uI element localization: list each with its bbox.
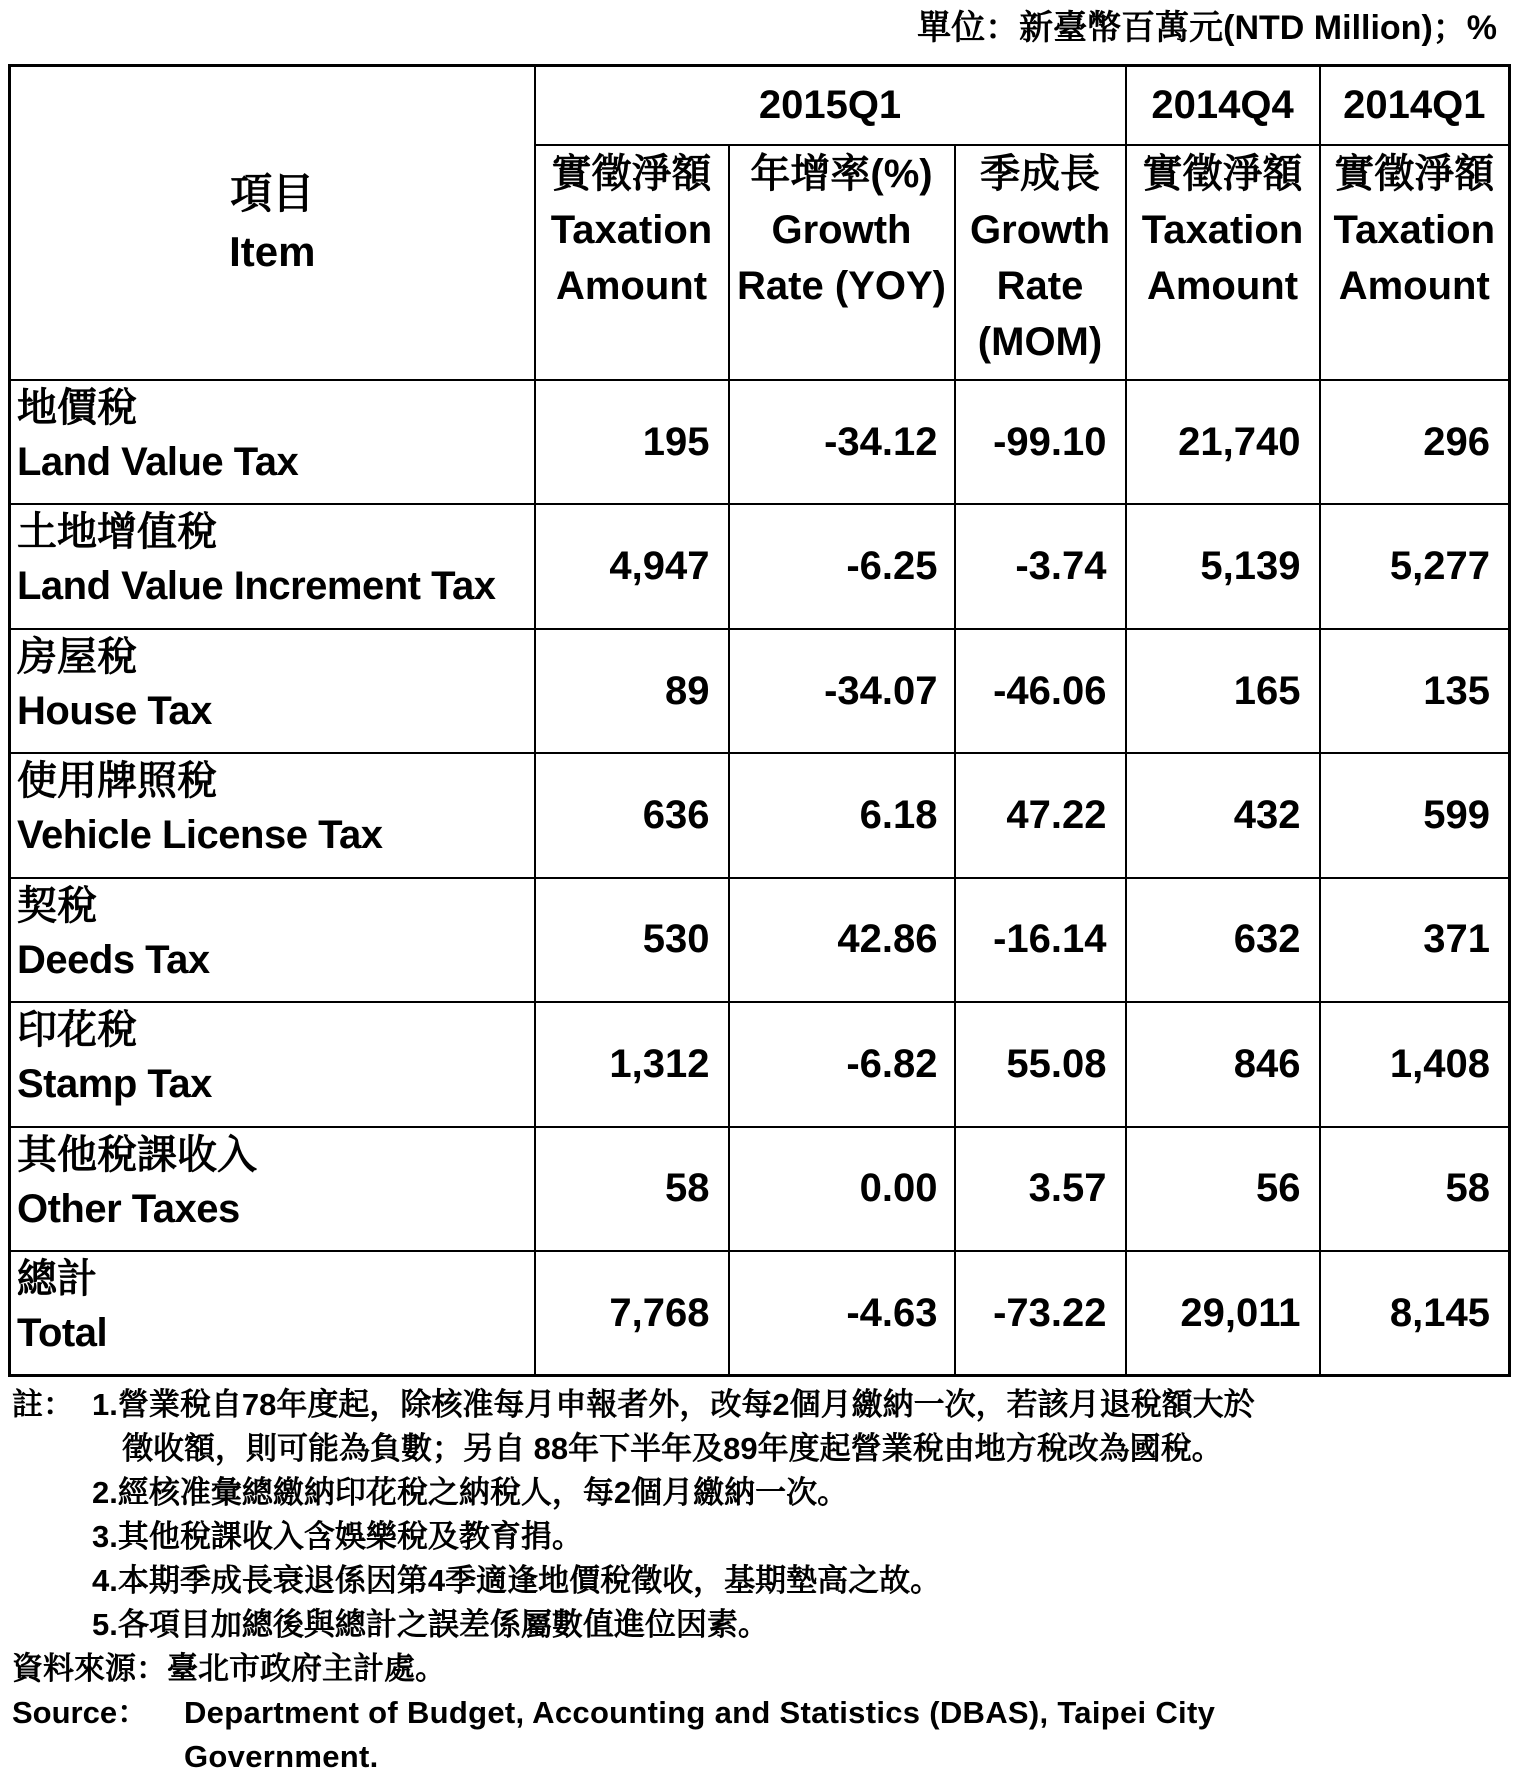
row-label <box>10 629 535 753</box>
header-item <box>10 66 535 381</box>
table-row <box>10 878 1510 1002</box>
row-label <box>10 1251 535 1375</box>
row-label-en: Land Value Increment Tax <box>17 564 496 609</box>
header-period-2014q1: 2014Q1 <box>1320 66 1510 146</box>
header-taxation-en2: Amount <box>1338 264 1490 309</box>
header-taxation-2014q4 <box>1126 145 1320 380</box>
cell-amount-2015q1: 4,947 <box>535 504 729 628</box>
row-label-zh: 印花稅 <box>17 1008 137 1053</box>
table-row <box>10 1127 1510 1251</box>
header-taxation-2014q1 <box>1320 145 1510 380</box>
cell-yoy: -34.12 <box>729 380 955 504</box>
row-label-zh: 契稅 <box>17 883 97 928</box>
cell-amount-2014q4: 846 <box>1126 1002 1320 1126</box>
cell-mom: 3.57 <box>955 1127 1126 1251</box>
cell-amount-2015q1: 58 <box>535 1127 729 1251</box>
header-yoy-zh: 年增率(%) <box>750 152 933 197</box>
note-prefix: 註： <box>12 1387 74 1422</box>
cell-yoy: -6.82 <box>729 1002 955 1126</box>
row-label <box>10 753 535 877</box>
cell-amount-2014q4: 5,139 <box>1126 504 1320 628</box>
cell-yoy: -34.07 <box>729 629 955 753</box>
header-taxation-en1: Taxation <box>550 208 713 253</box>
header-mom-en3: (MOM) <box>977 320 1103 365</box>
cell-mom: -99.10 <box>955 380 1126 504</box>
source-zh: 資料來源：臺北市政府主計處。 <box>12 1651 446 1686</box>
table-row <box>10 629 1510 753</box>
cell-amount-2014q1: 8,145 <box>1320 1251 1510 1375</box>
cell-mom: 47.22 <box>955 753 1126 877</box>
row-label-en: Deeds Tax <box>17 937 210 982</box>
row-label <box>10 504 535 628</box>
header-taxation-en2: Amount <box>555 264 708 309</box>
header-yoy-en1: Growth <box>771 208 912 253</box>
header-taxation-zh: 實徵淨額 <box>1142 152 1303 197</box>
cell-yoy: -4.63 <box>729 1251 955 1375</box>
header-period-2014q4: 2014Q4 <box>1126 66 1320 146</box>
cell-mom: -73.22 <box>955 1251 1126 1375</box>
cell-amount-2014q1: 371 <box>1320 878 1510 1002</box>
cell-mom: -46.06 <box>955 629 1126 753</box>
tax-table <box>8 64 1511 1377</box>
note-2: 2.經核准彙總繳納印花稅之納稅人，每2個月繳納一次。 <box>92 1475 849 1510</box>
header-mom <box>955 145 1126 380</box>
header-mom-en1: Growth <box>970 208 1110 253</box>
row-label-en: Land Value Tax <box>17 440 299 485</box>
cell-amount-2014q4: 29,011 <box>1126 1251 1320 1375</box>
source-en-line-1: Department of Budget, Accounting and Statistics (DBAS), Taipei City <box>184 1695 1216 1730</box>
row-label <box>10 380 535 504</box>
header-taxation-2015q1 <box>535 145 729 380</box>
row-label-en: Other Taxes <box>17 1186 240 1231</box>
cell-amount-2014q1: 1,408 <box>1320 1002 1510 1126</box>
cell-amount-2015q1: 530 <box>535 878 729 1002</box>
cell-amount-2014q1: 5,277 <box>1320 504 1510 628</box>
cell-mom: -3.74 <box>955 504 1126 628</box>
row-label-zh: 土地增值稅 <box>17 510 217 555</box>
note-4: 4.本期季成長衰退係因第4季適逢地價稅徵收，基期墊高之故。 <box>92 1563 942 1598</box>
header-mom-en2: Rate <box>996 264 1084 309</box>
row-label <box>10 1002 535 1126</box>
header-period-2015q1: 2015Q1 <box>535 66 1126 146</box>
cell-amount-2014q4: 56 <box>1126 1127 1320 1251</box>
note-3: 3.其他稅課收入含娛樂稅及教育捐。 <box>92 1519 583 1554</box>
cell-mom: -16.14 <box>955 878 1126 1002</box>
header-taxation-en2: Amount <box>1146 264 1299 309</box>
unit-note: 單位：新臺幣百萬元(NTD Million)；% <box>917 9 1497 47</box>
cell-amount-2014q1: 599 <box>1320 753 1510 877</box>
source-en <box>12 1691 1502 1779</box>
cell-yoy: 0.00 <box>729 1127 955 1251</box>
header-taxation-zh: 實徵淨額 <box>551 152 712 197</box>
header-taxation-zh: 實徵淨額 <box>1334 152 1495 197</box>
cell-amount-2014q4: 432 <box>1126 753 1320 877</box>
row-label-zh: 總計 <box>17 1257 97 1302</box>
cell-amount-2015q1: 89 <box>535 629 729 753</box>
note-5: 5.各項目加總後與總計之誤差係屬數值進位因素。 <box>92 1607 769 1642</box>
cell-amount-2014q4: 21,740 <box>1126 380 1320 504</box>
cell-mom: 55.08 <box>955 1002 1126 1126</box>
row-label-en: Stamp Tax <box>17 1062 212 1107</box>
table-row <box>10 380 1510 504</box>
cell-amount-2014q1: 296 <box>1320 380 1510 504</box>
header-item-zh: 項目 <box>230 170 315 218</box>
note-1 <box>12 1383 1502 1427</box>
note-1-line-1: 1.營業稅自78年度起，除核准每月申報者外，改每2個月繳納一次，若該月退稅額大於 <box>92 1387 1255 1422</box>
row-label <box>10 1127 535 1251</box>
header-taxation-en1: Taxation <box>1141 208 1304 253</box>
cell-yoy: 6.18 <box>729 753 955 877</box>
note-1-line-2: 徵收額，則可能為負數；另自 88年下半年及89年度起營業稅由地方稅改為國稅。 <box>122 1431 1223 1466</box>
header-yoy <box>729 145 955 380</box>
header-mom-zh: 季成長 <box>980 152 1100 197</box>
row-label-en: Total <box>17 1311 108 1356</box>
cell-amount-2014q4: 165 <box>1126 629 1320 753</box>
row-label-zh: 地價稅 <box>17 386 137 431</box>
footnotes <box>12 1383 1502 1779</box>
table-row <box>10 1002 1510 1126</box>
cell-amount-2015q1: 7,768 <box>535 1251 729 1375</box>
cell-amount-2014q1: 58 <box>1320 1127 1510 1251</box>
cell-amount-2015q1: 1,312 <box>535 1002 729 1126</box>
table-row <box>10 753 1510 877</box>
row-label-zh: 房屋稅 <box>17 634 137 679</box>
cell-yoy: -6.25 <box>729 504 955 628</box>
table-row <box>10 504 1510 628</box>
row-label-zh: 其他稅課收入 <box>17 1132 257 1177</box>
cell-amount-2015q1: 636 <box>535 753 729 877</box>
row-label-zh: 使用牌照稅 <box>17 759 217 804</box>
source-en-body <box>184 1691 1215 1779</box>
table-row-total <box>10 1251 1510 1375</box>
cell-amount-2015q1: 195 <box>535 380 729 504</box>
source-en-line-2: Government. <box>184 1739 379 1774</box>
header-yoy-en2: Rate (YOY) <box>737 264 946 309</box>
header-item-en: Item <box>229 228 316 276</box>
row-label-en: Vehicle License Tax <box>17 813 383 858</box>
source-en-prefix: Source： <box>12 1695 149 1730</box>
cell-amount-2014q4: 632 <box>1126 878 1320 1002</box>
cell-amount-2014q1: 135 <box>1320 629 1510 753</box>
header-taxation-en1: Taxation <box>1333 208 1496 253</box>
row-label-en: House Tax <box>17 688 212 733</box>
row-label <box>10 878 535 1002</box>
cell-yoy: 42.86 <box>729 878 955 1002</box>
